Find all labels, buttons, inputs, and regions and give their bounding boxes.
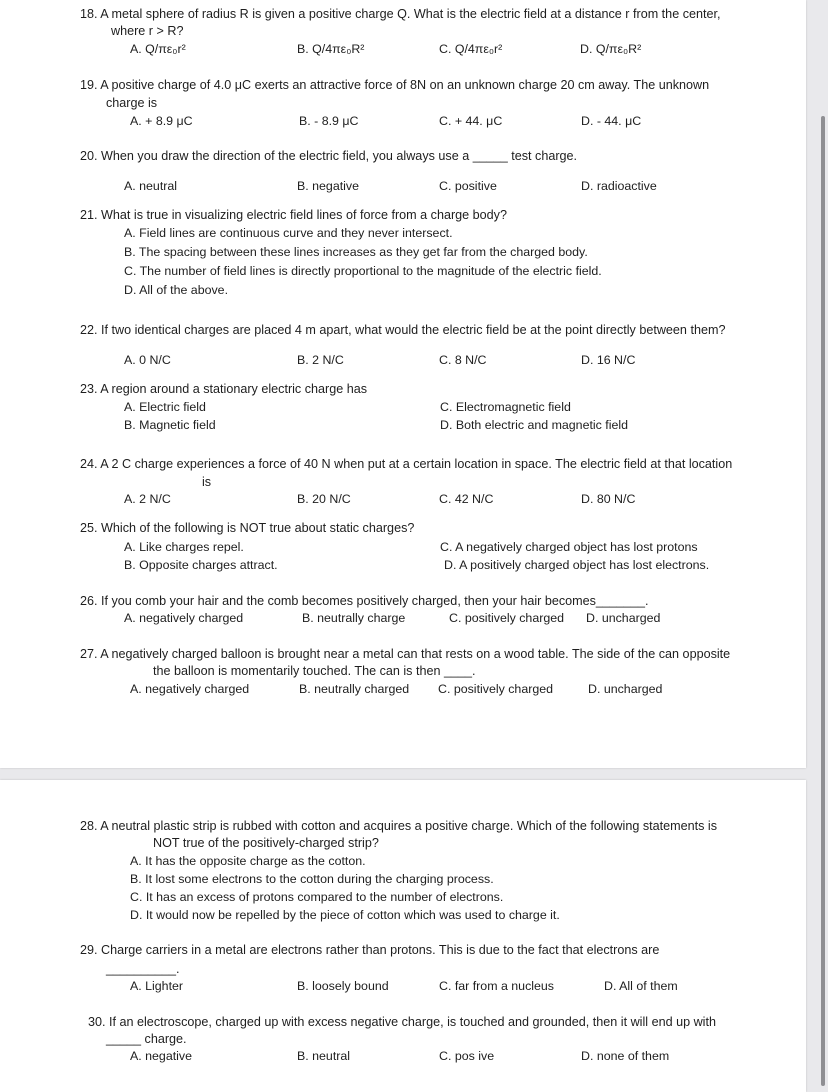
- question-23-option-c[interactable]: C. Electromagnetic field: [440, 400, 571, 414]
- question-21-option-b[interactable]: B. The spacing between these lines increases as they get far from the charged body.: [124, 245, 588, 259]
- question-20-option-d[interactable]: D. radioactive: [581, 179, 657, 193]
- question-30-option-a[interactable]: A. negative: [130, 1049, 192, 1063]
- question-24-stem-cont: is: [202, 475, 212, 489]
- question-29-option-d[interactable]: D. All of them: [604, 979, 678, 993]
- question-24-stem: 24. A 2 C charge experiences a force of 40 N when put at a certain location in space. The electric field at that location: [80, 457, 733, 471]
- question-24-option-b[interactable]: B. 20 N/C: [297, 492, 351, 506]
- vertical-scrollbar[interactable]: [821, 116, 825, 1086]
- question-19-stem-cont: charge is: [106, 96, 158, 110]
- question-27-option-a[interactable]: A. negatively charged: [130, 682, 250, 696]
- question-28-stem: 28. A neutral plastic strip is rubbed with cotton and acquires a positive charge. Which of the following statements is: [80, 819, 718, 833]
- question-30-option-b[interactable]: B. neutral: [297, 1049, 351, 1063]
- question-18-stem: 18. A metal sphere of radius R is given a positive charge Q. What is the electric field at a distance r from the center,: [80, 7, 721, 21]
- question-22-option-a[interactable]: A. 0 N/C: [124, 353, 171, 367]
- question-30-stem: 30. If an electroscope, charged up with excess negative charge, is touched and grounded, then it will end up with: [88, 1015, 716, 1029]
- question-21-option-d[interactable]: D. All of the above.: [124, 283, 229, 297]
- question-30-option-c[interactable]: C. pos ive: [439, 1049, 495, 1063]
- question-20-option-b[interactable]: B. negative: [297, 179, 359, 193]
- question-29-stem-cont: __________.: [106, 962, 180, 976]
- question-25-option-a[interactable]: A. Like charges repel.: [124, 540, 244, 554]
- question-27-option-d[interactable]: D. uncharged: [588, 682, 663, 696]
- question-21-option-a[interactable]: A. Field lines are continuous curve and they never intersect.: [124, 226, 453, 240]
- question-30-stem-cont: _____ charge.: [106, 1032, 187, 1046]
- question-25-option-c[interactable]: C. A negatively charged object has lost protons: [440, 540, 698, 554]
- question-21-stem: 21. What is true in visualizing electric field lines of force from a charge body?: [80, 208, 507, 222]
- question-29-option-c[interactable]: C. far from a nucleus: [439, 979, 555, 993]
- question-22-option-c[interactable]: C. 8 N/C: [439, 353, 487, 367]
- question-23-option-a[interactable]: A. Electric field: [124, 400, 206, 414]
- question-26-option-b[interactable]: B. neutrally charge: [302, 611, 406, 625]
- question-29-option-b[interactable]: B. loosely bound: [297, 979, 389, 993]
- question-28-option-b[interactable]: B. It lost some electrons to the cotton during the charging process.: [130, 872, 494, 886]
- question-18-option-d[interactable]: D. Q/πε₀R²: [580, 42, 642, 56]
- question-28-option-a[interactable]: A. It has the opposite charge as the cotton.: [130, 854, 366, 868]
- question-28-stem-cont: NOT true of the positively-charged strip?: [153, 836, 379, 850]
- question-22-option-b[interactable]: B. 2 N/C: [297, 353, 344, 367]
- question-29-stem: 29. Charge carriers in a metal are electrons rather than protons. This is due to the fact that electrons are: [80, 943, 660, 957]
- question-20-stem: 20. When you draw the direction of the electric field, you always use a _____ test charge.: [80, 149, 578, 163]
- question-19-stem: 19. A positive charge of 4.0 μC exerts an attractive force of 8N on an unknown charge 20 cm away. The unknown: [80, 78, 710, 92]
- question-23-option-b[interactable]: B. Magnetic field: [124, 418, 216, 432]
- question-22-stem: 22. If two identical charges are placed 4 m apart, what would the electric field be at the point directly between them?: [80, 323, 726, 337]
- question-18-stem-cont: where r > R?: [111, 24, 184, 38]
- question-28-option-c[interactable]: C. It has an excess of protons compared to the number of electrons.: [130, 890, 504, 904]
- question-26-stem: 26. If you comb your hair and the comb becomes positively charged, then your hair becomes_______.: [80, 594, 649, 608]
- question-29-option-a[interactable]: A. Lighter: [130, 979, 184, 993]
- question-27-option-c[interactable]: C. positively charged: [438, 682, 554, 696]
- question-28-option-d[interactable]: D. It would now be repelled by the piece of cotton which was used to charge it.: [130, 908, 560, 922]
- question-18-option-b[interactable]: B. Q/4πε₀R²: [297, 42, 365, 56]
- question-26-option-a[interactable]: A. negatively charged: [124, 611, 244, 625]
- question-18-option-c[interactable]: C. Q/4πε₀r²: [439, 42, 503, 56]
- question-23-option-d[interactable]: D. Both electric and magnetic field: [440, 418, 629, 432]
- question-24-option-a[interactable]: A. 2 N/C: [124, 492, 171, 506]
- question-19-option-d[interactable]: D. - 44. μC: [581, 114, 642, 128]
- question-27-stem: 27. A negatively charged balloon is brought near a metal can that rests on a wood table. The side of the can opposite: [80, 647, 731, 661]
- question-27-option-b[interactable]: B. neutrally charged: [299, 682, 410, 696]
- question-20-option-c[interactable]: C. positive: [439, 179, 497, 193]
- question-21-option-c[interactable]: C. The number of field lines is directly proportional to the magnitude of the electric field.: [124, 264, 602, 278]
- question-19-option-a[interactable]: A. + 8.9 μC: [130, 114, 193, 128]
- question-26-option-c[interactable]: C. positively charged: [449, 611, 565, 625]
- question-27-stem-cont: the balloon is momentarily touched. The can is then ____.: [153, 664, 476, 678]
- question-19-option-b[interactable]: B. - 8.9 μC: [299, 114, 359, 128]
- question-18-option-a[interactable]: A. Q/πε₀r²: [130, 42, 186, 56]
- question-30-option-d[interactable]: D. none of them: [581, 1049, 670, 1063]
- question-25-option-d[interactable]: D. A positively charged object has lost electrons.: [444, 558, 710, 572]
- question-26-option-d[interactable]: D. uncharged: [586, 611, 661, 625]
- question-24-option-c[interactable]: C. 42 N/C: [439, 492, 494, 506]
- question-24-option-d[interactable]: D. 80 N/C: [581, 492, 636, 506]
- question-19-option-c[interactable]: C. + 44. μC: [439, 114, 503, 128]
- question-25-stem: 25. Which of the following is NOT true about static charges?: [80, 521, 415, 535]
- document-page-2: [0, 780, 806, 1092]
- question-23-stem: 23. A region around a stationary electric charge has: [80, 382, 368, 396]
- question-22-option-d[interactable]: D. 16 N/C: [581, 353, 636, 367]
- question-20-option-a[interactable]: A. neutral: [124, 179, 178, 193]
- question-25-option-b[interactable]: B. Opposite charges attract.: [124, 558, 278, 572]
